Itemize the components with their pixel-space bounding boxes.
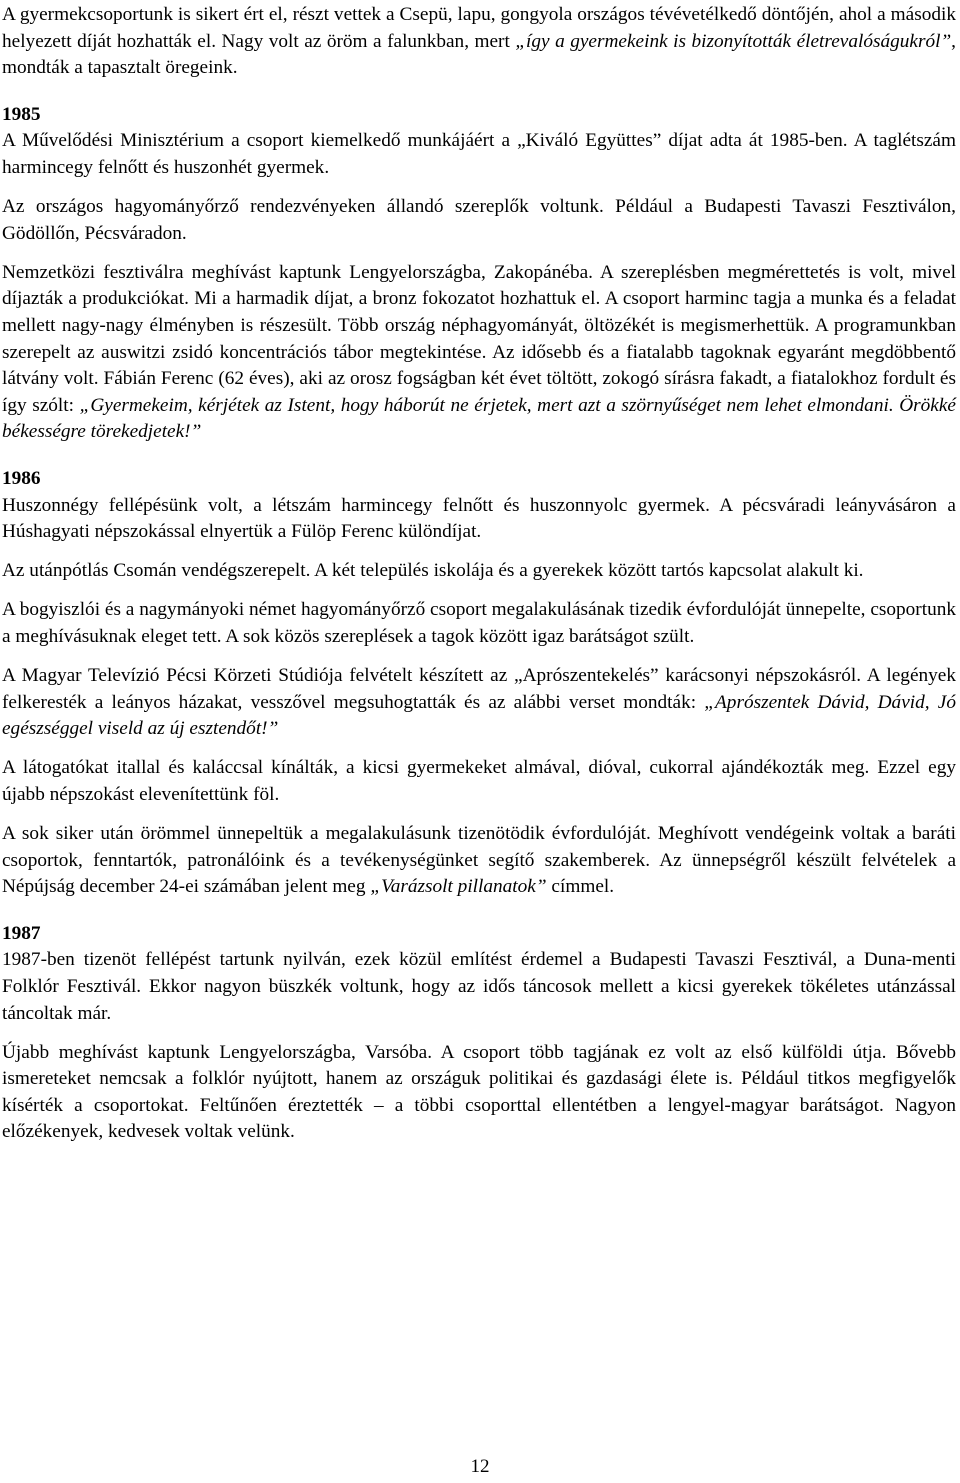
intro-quote: „így a gyermekeink is bizonyították életrevalóságukról” — [515, 30, 952, 52]
paragraph-1986-3: A bogyiszlói és a nagymányoki német hagyományőrző csoport megalakulásának tizedik évfordulóját ünnepelte, csoportunk a meghívásuknak eleget tett. A sok közös szereplések a tagok között igaz barátságot szült. — [2, 599, 956, 647]
paragraph-1986-4-quote: „Aprószentek Dávid, Dávid, Jó egészséggel viseld az új esztendőt!” — [2, 691, 956, 740]
paragraph-1987-2: Újabb meghívást kaptunk Lengyelországba, Varsóba. A csoport több tagjának ez volt az első külföldi útja. Bővebb ismereteket nemcsak a folklór nyújtott, hanem az országuk politikai és gazdasági élete is. Például titkos megfigyelők kísérték a csoportokat. Feltűnően éreztették – a többi csoporttal ellentétben a lengyel-magyar barátságot. Nagyon előzékenyek, kedvesek voltak velünk. — [2, 1041, 956, 1143]
paragraph-1985-3-quote: „Gyermekeim, kérjétek az Istent, hogy háborút ne érjetek, mert azt a szörnyűséget nem lehet elmondani. Örökké békességre törekedjetek!” — [2, 394, 956, 443]
paragraph-1986-6-quote: „Varázsolt pillanatok” — [370, 876, 547, 898]
year-heading-1987: 1987 — [2, 922, 41, 944]
page-number: 12 — [470, 1456, 490, 1477]
paragraph-1986-5: A látogatókat itallal és kaláccsal kínálták, a kicsi gyermekeket almával, dióval, cukorral ajándékozták meg. Ezzel egy újabb népszokást elevenítettünk föl. — [2, 757, 956, 805]
paragraph-1986-4 — [2, 663, 956, 743]
paragraph-1985-1: A Művelődési Minisztérium a csoport kiemelkedő munkájáért a „Kiváló Együttes” díjat adta át 1985-ben. A taglétszám harmincegy felnőtt és huszonhét gyermek. — [2, 130, 956, 178]
paragraph-1986-6-text-a: A sok siker után örömmel ünnepeltük a megalakulásunk tizenötödik évfordulóját. Meghívott vendégeink voltak a baráti csoportok, fenntartók, patronálóink és a tevékenységünket segítő szakemberek. Az ünnepségről készült felvételek a Népújság december 24-ei számában jelent meg — [2, 822, 956, 898]
paragraph-1986-6 — [2, 821, 956, 901]
paragraph-1986-6-text-b: címmel. — [546, 876, 615, 898]
paragraph-1987-1: 1987-ben tizenöt fellépést tartunk nyilván, ezek közül említést érdemel a Budapesti Tavaszi Fesztivál, a Duna-menti Folklór Fesztivál. Ekkor nagyon büszkék voltunk, hogy az idős táncosok mellett a kicsi gyerekek tökéletes utánzással táncoltak már. — [2, 949, 956, 1024]
intro-paragraph — [2, 2, 956, 82]
paragraph-1985-2: Az országos hagyományőrző rendezvényeken állandó szereplők voltunk. Például a Budapesti Tavaszi Fesztiválon, Gödöllőn, Pécsváradon. — [2, 196, 956, 244]
paragraph-1985-3 — [2, 260, 956, 446]
intro-text-a: A gyermekcsoportunk is sikert ért el, részt vettek a Csepü, lapu, gongyola országos tévévetélkedő döntőjén, ahol a második helyezett díját hozhatták el. Nagy volt az öröm a falunkban, mert — [2, 4, 956, 52]
paragraph-1986-1: Huszonnégy fellépésünk volt, a létszám harmincegy felnőtt és huszonnyolc gyermek. A pécsváradi leányvásáron a Húshagyati népszokással elnyertük a Fülöp Ferenc különdíjat. — [2, 494, 956, 543]
year-heading-1986: 1986 — [2, 467, 41, 489]
intro-text-b: , mondták a tapasztalt öregeink. — [2, 30, 956, 79]
paragraph-1985-3-text: Nemzetközi fesztiválra meghívást kaptunk Lengyelországba, Zakopánéba. A szereplésben megmérettetés is volt, mivel díjazták a produkciókat. Mi a harmadik díjat, a bronz fokozatot hozhattuk el. A csoport harminc tagja a munka és a feladat mellett nagy-nagy élményben is részesült. Több ország néphagyományát, öltözékét is megismerhettük. A programunkban szerepelt az auswitzi zsidó koncentrációs tábor megtekintése. Az idősebb és a fiatalabb tagoknak egyaránt megdöbbentő látvány volt. Fábián Ferenc (62 éves), aki az orosz fogságban két évet töltött, zokogó sírásra fakadt, a fiatalokhoz fordult és így szólt: — [2, 261, 956, 416]
year-heading-1985: 1985 — [2, 103, 41, 125]
paragraph-1986-2: Az utánpótlás Csomán vendégszerepelt. A két település iskolája és a gyerekek között tartós kapcsolat alakult ki. — [2, 560, 864, 582]
paragraph-1986-4-text: A Magyar Televízió Pécsi Körzeti Stúdiója felvételt készített az „Aprószentekelés” karácsonyi népszokásról. A legények felkeresték a leányos házakat, vesszővel megsuhogtatták és az alábbi verset mondták: — [2, 664, 956, 713]
